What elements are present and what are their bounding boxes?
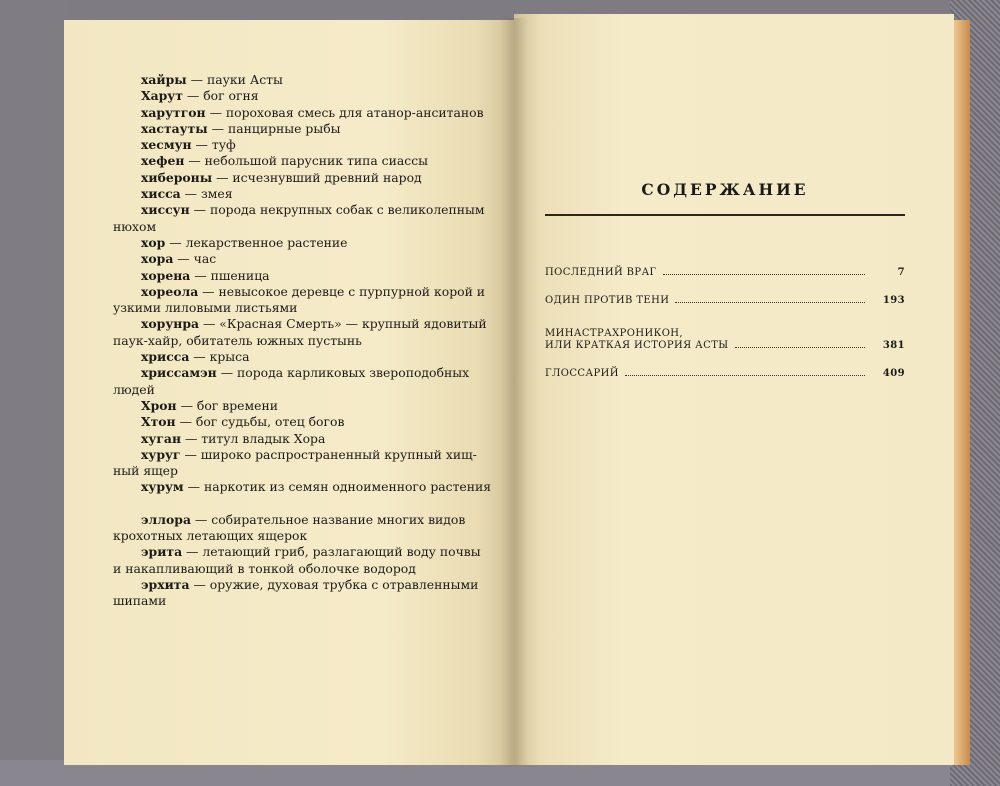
glossary-entry-line (113, 365, 475, 381)
glossary-definition: — собирательное название многих видов (190, 511, 466, 527)
glossary-entry-line (113, 576, 479, 593)
glossary-entry-line (113, 268, 475, 284)
glossary-definition-continued: ный ящер (113, 463, 178, 479)
glossary-definition-continued: шипами (113, 593, 167, 609)
glossary-definition: — пауки Асты (186, 72, 283, 87)
toc-item[interactable] (545, 294, 905, 306)
glossary-entry-line (113, 447, 475, 463)
glossary-definition: — «Красная Смерть» — крупный ядовитый (199, 316, 487, 332)
glossary-entry (113, 431, 475, 447)
glossary-term: Хтон (141, 414, 176, 430)
spine-shadow (500, 18, 528, 766)
glossary-definition: — широко распространенный крупный хищ- (180, 446, 477, 462)
glossary-entry (113, 121, 475, 137)
toc-item-page: 7 (897, 266, 905, 278)
glossary-term: хора (141, 251, 174, 267)
glossary-entry (113, 251, 475, 267)
glossary-entry (113, 104, 484, 121)
glossary-definition: — бог судьбы, отец богов (175, 414, 345, 430)
toc-rule (545, 214, 905, 216)
glossary-definition: — невысокое деревце с пурпурной корой и (198, 283, 486, 299)
toc-item-row (545, 339, 905, 351)
glossary-definition: — порода некрупных собак с великолепным (189, 202, 485, 218)
glossary-entry (113, 414, 475, 430)
glossary-term: хриссамэн (141, 365, 217, 381)
glossary-entry-line (113, 316, 487, 332)
glossary-term: хорунра (141, 316, 200, 332)
glossary-entry (113, 479, 492, 495)
glossary-entry-line (113, 72, 475, 88)
glossary-entry (113, 202, 485, 235)
glossary-term: хореола (141, 283, 199, 299)
glossary-definition-continued: и накапливающий в тонкой оболочке водород (113, 560, 416, 576)
glossary-entry (113, 153, 475, 169)
glossary-entry-line (113, 512, 475, 528)
glossary-entry-line (113, 398, 475, 414)
glossary-entry (113, 137, 475, 153)
glossary-term: хуруг (141, 446, 181, 462)
glossary-term: хастауты (141, 120, 208, 136)
glossary-entry (113, 512, 475, 545)
glossary-entry-line (113, 104, 484, 121)
toc-item-row (545, 294, 905, 306)
glossary-term: хуган (141, 430, 182, 446)
glossary-entry-line (113, 202, 485, 218)
toc-item[interactable] (545, 328, 905, 351)
glossary-definition: — пороховая смесь для атанор-анситанов (205, 104, 484, 120)
glossary-term: Хрон (141, 397, 177, 413)
glossary-term: хибероны (141, 169, 213, 185)
glossary-entry-line (113, 431, 475, 447)
glossary-term: хиссун (141, 202, 190, 218)
toc-item-label-line1: МИНАСТРАХРОНИКОН, (545, 327, 684, 339)
glossary-entry (113, 365, 475, 398)
glossary-term: эллора (141, 511, 191, 527)
glossary-term: харутгон (141, 104, 206, 120)
glossary-definition: — час (173, 251, 217, 267)
glossary-definition: — бог времени (176, 397, 278, 413)
glossary-entry (113, 268, 475, 284)
toc-leader-dots (675, 294, 865, 303)
toc-title: СОДЕРЖАНИЕ (641, 180, 809, 199)
glossary-term: эрхита (141, 576, 190, 592)
glossary-definition: — летающий гриб, разлагающий воду почвы (182, 544, 481, 560)
glossary-term: хисса (141, 186, 181, 202)
glossary-entry (113, 398, 475, 414)
toc-item-label: ОДИН ПРОТИВ ТЕНИ (545, 294, 670, 306)
glossary-definition: — оружие, духовая трубка с отравленными (189, 576, 479, 592)
glossary-entry-line (113, 479, 492, 495)
glossary-entry-line (113, 121, 475, 137)
glossary-term: хурум (141, 479, 184, 495)
glossary-definition: — наркотик из семян одноименного растения (183, 479, 492, 495)
glossary-entry (113, 283, 486, 317)
glossary-entry (113, 170, 475, 186)
toc-leader-dots (735, 339, 865, 348)
glossary-definition-continued: узкими лиловыми листьями (113, 300, 298, 316)
toc-item-page: 409 (882, 367, 905, 379)
toc-leader-dots (663, 266, 865, 275)
glossary-entry-line (113, 349, 475, 365)
glossary-entry-line (113, 153, 475, 169)
glossary-definition: — пшеница (190, 267, 270, 283)
glossary-definition: — крыса (189, 349, 250, 365)
glossary-entry (113, 576, 479, 610)
toc-item-page: 381 (882, 339, 905, 351)
glossary-entry-line (113, 137, 475, 153)
glossary-entry (113, 186, 475, 202)
glossary-term: эрита (141, 544, 183, 560)
glossary-entry (113, 447, 475, 480)
glossary-definition: — панцирные рыбы (207, 120, 341, 136)
glossary-entry (113, 235, 475, 251)
glossary-definition: — исчезнувший древний народ (212, 169, 422, 185)
glossary-entry (113, 544, 481, 577)
glossary-term: хефен (141, 153, 185, 169)
toc-item-label: ГЛОССАРИЙ (545, 367, 619, 379)
glossary-term: хорена (141, 267, 191, 283)
glossary-entry-line (113, 186, 475, 202)
toc-leader-dots (625, 367, 865, 376)
toc-list (545, 266, 905, 379)
glossary-entry (113, 88, 475, 104)
glossary-list (113, 72, 492, 610)
glossary-entry (113, 349, 475, 365)
glossary-definition: — бог огня (182, 88, 259, 104)
glossary-definition: — небольшой парусник типа сиассы (184, 153, 429, 169)
glossary-definition: — туф (191, 137, 236, 153)
glossary-entry-line (113, 251, 475, 267)
glossary-entry-line (113, 235, 475, 251)
book-cover-left (0, 0, 68, 786)
glossary-term: хрисса (141, 349, 190, 365)
toc-item[interactable] (545, 367, 905, 379)
glossary-term: хайры (141, 72, 187, 87)
toc-item-page: 193 (882, 294, 905, 306)
glossary-entry-line (113, 170, 475, 186)
glossary-entry-line (113, 414, 475, 430)
glossary-definition-continued: крохотных летающих ящерок (113, 528, 308, 544)
glossary-definition: — титул владык Хора (181, 430, 326, 446)
glossary-definition: — лекарственное растение (165, 234, 348, 250)
toc-item[interactable] (545, 266, 905, 278)
glossary-entry (113, 316, 487, 349)
toc-item-label: ИЛИ КРАТКАЯ ИСТОРИЯ АСТЫ (545, 339, 729, 351)
glossary-definition-continued: людей (113, 381, 155, 397)
toc-item-row (545, 367, 905, 379)
glossary-entry-line (113, 88, 475, 104)
toc-item-row (545, 266, 905, 278)
glossary-term: хор (141, 234, 166, 250)
glossary-definition-continued: нюхом (113, 218, 157, 234)
glossary-entry-line (113, 544, 481, 560)
glossary-definition-continued: паук-хайр, обитатель южных пустынь (113, 332, 362, 348)
toc-item-label: ПОСЛЕДНИЙ ВРАГ (545, 266, 657, 278)
glossary-definition: — порода карликовых звероподобных (216, 365, 470, 381)
table-of-contents (545, 170, 905, 395)
glossary-term: Харут (141, 88, 183, 104)
glossary-entry-line (113, 283, 486, 300)
glossary-term: хесмун (141, 137, 192, 153)
glossary-entry (113, 72, 475, 88)
glossary-definition: — змея (180, 186, 233, 202)
